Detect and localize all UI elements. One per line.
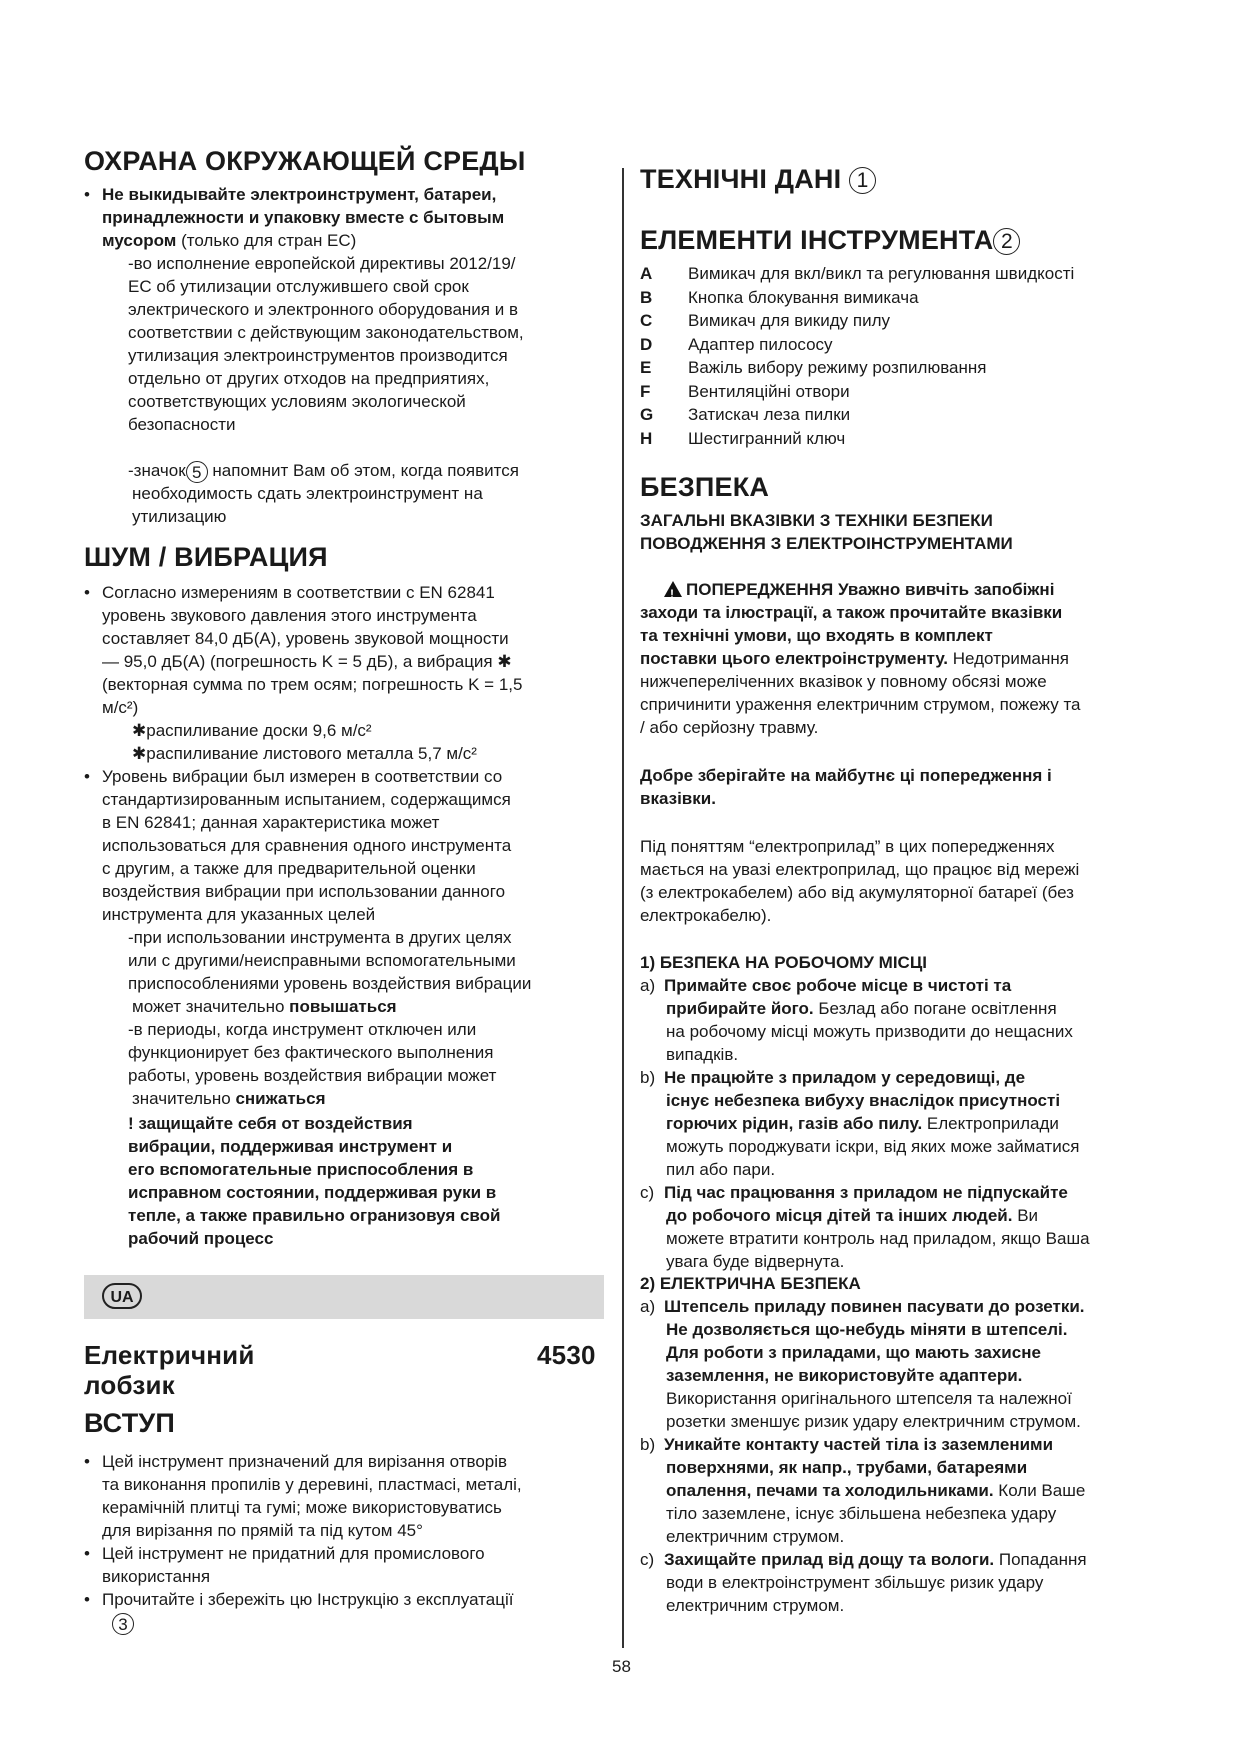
s1-title: 1) БЕЗПЕКА НА РОБОЧОМУ МІСЦІ [640,953,927,972]
item-normal-line: розетки зменшує ризик удару електричним струмом. [666,1412,1081,1431]
element-text: Кнопка блокування вимикача [688,287,919,307]
element-text: Вимикач для вкл/викл та регулювання швидкості [688,264,1075,283]
item-normal-line: електричним струмом. [666,1527,845,1546]
noise-b2-line: воздействия вибрации при использовании данного [102,882,506,901]
item-bold-line: існує небезпека вибуху внаслідок присутності [666,1091,1061,1110]
noise-sub2-line: работы, уровень воздействия вибрации может [128,1066,497,1085]
noise-b1-line: — 95,0 дБ(A) (погрешность K = 5 дБ), а вибрация ✱ [102,652,512,671]
element-letter: D [640,334,653,354]
safety-title: БЕЗПЕКА [640,472,770,502]
noise-sub1-line: приспособлениями уровень воздействия вибрации [128,974,532,993]
language-band [84,1275,604,1319]
warning-head: ПОПЕРЕДЖЕННЯ [686,580,834,599]
warning-line-3: та технічні умови, що входять в комплект [640,626,993,645]
intro-b2-line: використання [102,1567,211,1586]
item-marker: a) [640,1297,656,1316]
item-normal-line: тіло заземлене, існує збільшена небезпека удару [666,1504,1057,1523]
element-text: Затискач леза пилки [688,405,851,424]
item-bold-line: Для роботи з приладами, що мають захисне [666,1343,1041,1362]
item-bold-line: поверхнями, як напр., трубами, батареями [666,1458,1028,1477]
noise-b2-line: инструмента для указанных целей [102,905,376,924]
noise-sub2-last [132,1087,326,1110]
env-sub1-line: утилизация электроинструментов производится [128,346,508,365]
noise-warn-line: его вспомогательные приспособления в [128,1160,474,1179]
item-bold: опалення, печами та холодильниками. [666,1481,994,1500]
element-letter: B [640,287,653,307]
env-sub2-rest-line: необходимость сдать электроинструмент на [132,484,483,503]
env-sub1-line: отдельно от других отходов на предприятиях, [128,369,490,388]
noise-sub1-last [132,995,397,1018]
element-letter: H [640,428,653,448]
item-mixed-line [666,1112,1059,1135]
general-heading-2: ПОВОДЖЕННЯ З ЕЛЕКТРОІНСТРУМЕНТАМИ [640,534,1013,553]
env-sub2-b: напомнит Вам об этом, когда появится [207,461,519,480]
warning-l4-normal: Недотримання [948,649,1069,668]
bullet-dot: • [84,767,90,786]
warning-rest-line: нижчепереліченних вказівок у повному обсязі може [640,672,1047,691]
intro-b1-line: та виконання пропилів у деревині, пластмасі, металі, [102,1475,522,1494]
element-text: Вентиляційні отвори [688,381,850,401]
noise-b1-line: уровень звукового давления этого инструмента [102,606,477,625]
item-mixed-line [664,1548,1087,1571]
warning-line-4 [640,647,1069,670]
env-bold-1: Не выкидывайте электроинструмент, батареи, [102,185,497,204]
intro-b1-line: для вирізання по прямій та під кутом 45° [102,1521,423,1540]
item-bold: Захищайте прилад від дощу та вологи. [664,1550,995,1569]
env-tail: (только для стран ЕС) [176,231,357,250]
elem-title [640,225,1020,256]
env-sub1-line: электрического и электронного оборудования и в [128,300,518,319]
warning-rest-line: спричинити ураження електричним струмом, пожежу та [640,695,1081,714]
element-text: Важіль вибору режиму розпилювання [688,358,987,377]
bullet-dot: • [84,1590,90,1609]
bullet-dot: • [84,583,90,602]
noise-b2-line: использоваться для сравнения одного инструмента [102,836,512,855]
item-bold-line: Під час працювання з приладом не підпускайте [664,1183,1068,1202]
env-sub2-rest-line: утилизацию [132,507,227,526]
warning-line-2: заходи та ілюстрації, а також прочитайте вказівки [640,603,1063,622]
noise-sub2-last-b: снижаться [235,1089,326,1108]
bullet-dot: • [84,185,90,204]
noise-b2-line: с другим, а также для предварительной оценки [102,859,476,878]
noise-sub2-line: -в периоды, когда инструмент отключен или [128,1020,477,1039]
noise-b2-line: в EN 62841; данная характеристика может [102,813,440,832]
bullet-dot: • [84,1544,90,1563]
definition-line: (з електрокабелем) або від акумуляторної батареї (без [640,883,1074,902]
noise-sub1-last-b: повышаться [289,997,397,1016]
item-bold-line: Уникайте контакту частей тіла із заземленими [664,1435,1054,1454]
tech-title [640,164,876,195]
intro-b3: Прочитайте і збережіть цю Інструкцію з експлуатації [102,1590,514,1609]
item-normal-line: випадків. [666,1045,739,1064]
page-number: 58 [612,1657,631,1676]
ref-3-icon: 3 [112,1613,134,1635]
noise-b1-line: (векторная сумма по трем осям; погрешность K = 1,5 [102,675,523,694]
noise-b1-line: составляет 84,0 дБ(A), уровень звуковой мощности [102,629,509,648]
noise-b1-line: м/с²) [102,698,139,717]
env-sub2-line [128,459,519,483]
intro-b1-line: Цей інструмент призначений для вирізання отворів [102,1452,508,1471]
intro-b2-line: Цей інструмент не придатний для промислового [102,1544,485,1563]
noise-sub2-last-a: значительно [132,1089,236,1108]
model-number: 4530 [537,1340,596,1370]
noise-warn-line: ! защищайте себя от воздействия [128,1114,413,1133]
item-bold-line: Не дозволяється що-небудь міняти в штепселі. [666,1320,1068,1339]
item-normal-line: пил або пари. [666,1160,776,1179]
noise-b2-line: стандартизированным испытанием, содержащимся [102,790,511,809]
item-bold: горючих рідин, газів або пилу. [666,1114,923,1133]
intro-b3-ref [112,1611,134,1635]
definition-line: мається на увазі електроприлад, що працює від мережі [640,860,1080,879]
item-normal: Ви [1012,1206,1039,1225]
noise-star2: ✱распиливание листового металла 5,7 м/с² [132,744,477,763]
ref-5-icon: 5 [186,461,208,483]
product-name-1: Електричний [84,1340,255,1370]
item-normal-line: можете втратити контроль над приладом, якщо Ваша [666,1229,1090,1248]
env-sub2-a: -значок [128,461,186,480]
keep-line-2: вказівки. [640,789,716,808]
element-text: Адаптер пилососу [688,334,833,354]
bullet-dot: • [84,1452,90,1471]
item-bold-line: Примайте своє робоче місце в чистоті та [664,976,1012,995]
tech-title-text: ТЕХНІЧНІ ДАНІ [640,164,842,194]
item-bold-line: заземлення, не використовуйте адаптери. [666,1366,1023,1385]
env-title: ОХРАНА ОКРУЖАЮЩЕЙ СРЕДЫ [84,146,526,176]
env-sub1-line: -во исполнение европейской директивы 2012/19/ [128,254,516,273]
intro-title: ВСТУП [84,1408,175,1438]
item-bold: прибирайте його. [666,999,814,1018]
language-badge: UA [102,1283,142,1309]
item-bold-line: Штепсель приладу повинен пасувати до розетки. [664,1297,1085,1316]
element-letter: C [640,311,653,330]
item-normal-line: електричним струмом. [666,1596,845,1615]
item-normal-line: Використання оригінального штепселя та належної [666,1389,1072,1408]
env-bold-2: принадлежности и упаковку вместе с бытовым [102,208,505,227]
item-normal-line: увага буде відвернута. [666,1252,845,1271]
item-normal-line: води в електроінструмент збільшує ризик удару [666,1573,1044,1592]
warning-l1: Уважно вивчіть запобіжні [833,580,1055,599]
noise-warn-line: рабочий процесс [128,1229,274,1248]
noise-sub1-last-a: может значительно [132,997,290,1016]
env-sub1-line: безопасности [128,415,236,434]
element-text: Вимикач для викиду пилу [688,311,890,330]
item-mixed-line [666,997,1057,1020]
item-normal: Електроприлади [922,1114,1059,1133]
element-text: Шестигранний ключ [688,428,846,448]
item-normal: Попадання [994,1550,1087,1569]
noise-star1: ✱распиливание доски 9,6 м/с² [132,721,372,740]
item-normal: Коли Ваше [993,1481,1086,1500]
s2-title: 2) ЕЛЕКТРИЧНА БЕЗПЕКА [640,1274,861,1293]
element-letter: A [640,264,653,283]
noise-warn-line: исправном состоянии, поддерживая руки в [128,1183,497,1202]
item-bold-line: Не працюйте з приладом у середовищі, де [664,1068,1026,1087]
general-heading-1: ЗАГАЛЬНІ ВКАЗІВКИ З ТЕХНІКИ БЕЗПЕКИ [640,511,993,530]
noise-sub1-line: или с другими/неисправными вспомогательными [128,951,516,970]
item-marker: b) [640,1068,656,1087]
item-normal-line: на робочому місці можуть призводити до нещасних [666,1022,1073,1041]
noise-warn-line: вибрации, поддерживая инструмент и [128,1137,453,1156]
warning-l4-bold: поставки цього електроінструменту. [640,649,949,668]
product-name-2: лобзик [84,1370,175,1400]
env-sub1-line: соответствии с действующим законодательством, [128,323,524,342]
noise-b2-line: Уровень вибрации был измерен в соответствии со [102,767,503,786]
env-bold-3-line [102,229,356,252]
env-sub1-line: соответствующих условиям экологической [128,392,466,411]
elem-title-text: ЕЛЕМЕНТИ ІНСТРУМЕНТА [640,225,994,255]
element-letter: F [640,381,651,401]
element-letter: G [640,405,654,424]
noise-title: ШУМ / ВИБРАЦИЯ [84,542,328,572]
item-marker: c) [640,1183,655,1202]
noise-sub1-line: -при использовании инструмента в других целях [128,928,512,947]
warning-rest-line: / або серйозну травму. [640,718,819,737]
ref-1-icon: 1 [849,167,876,194]
column-divider [622,168,624,1648]
item-mixed-line [666,1204,1038,1227]
ref-2-icon: 2 [993,228,1020,255]
warning-line-1 [664,578,1054,601]
noise-warn-line: тепле, а также правильно огранизовуя свой [128,1206,501,1225]
keep-line-1: Добре зберігайте на майбутнє ці попередження і [640,766,1052,785]
definition-line: електрокабелю). [640,906,772,925]
env-sub1-line: ЕС об утилизации отслужившего свой срок [128,277,469,296]
definition-line: Під поняттям “електроприлад” в цих попередженнях [640,837,1055,856]
item-bold: до робочого місця дітей та інших людей. [666,1206,1013,1225]
item-marker: b) [640,1435,656,1454]
item-marker: a) [640,976,656,995]
noise-sub2-line: функционирует без фактического выполнения [128,1043,494,1062]
item-normal-line: можуть породжувати іскри, від яких може займатися [666,1137,1080,1156]
intro-b1-line: керамічній плитці та гумі; може використовуватись [102,1498,502,1517]
noise-b1-line: Согласно измерениям в соответствии с EN 62841 [102,583,495,602]
element-letter: E [640,358,652,377]
warning-icon [664,581,682,597]
env-bold-3: мусором [102,231,177,250]
item-marker: c) [640,1550,655,1569]
item-mixed-line [666,1479,1085,1502]
item-normal: Безлад або погане освітлення [813,999,1057,1018]
